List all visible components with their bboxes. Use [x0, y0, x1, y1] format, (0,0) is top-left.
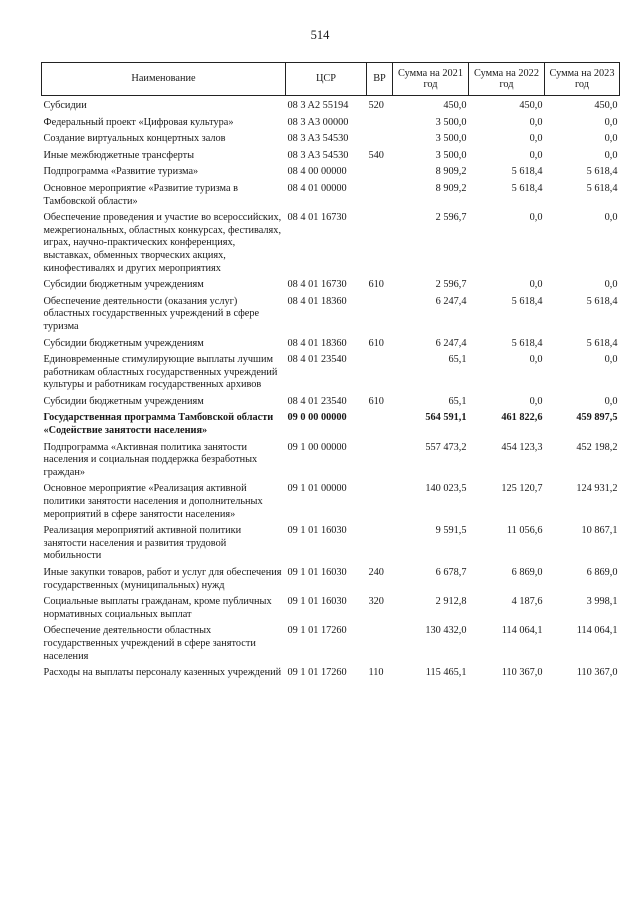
row-vr: 540	[368, 149, 384, 161]
row-csr: 09 1 01 16030	[287, 567, 347, 578]
row-name: Субсидии	[43, 100, 87, 111]
row-sum-2023: 5 618,4	[586, 337, 618, 349]
row-sum-2023: 3 998,1	[586, 596, 618, 608]
row-vr	[367, 116, 393, 133]
row-csr: 08 3 A3 54530	[287, 133, 349, 145]
row-csr: 08 4 01 18360	[287, 295, 347, 307]
row-vr	[367, 524, 393, 566]
row-sum-2022: 0,0	[529, 395, 543, 407]
header-sum-2023: Сумма на 2023 год	[545, 63, 620, 96]
row-sum-2021: 130 432,0	[425, 625, 467, 637]
row-vr: 610	[368, 279, 384, 291]
row-sum-2022: 5 618,4	[511, 182, 543, 194]
row-sum-2023: 0,0	[604, 149, 618, 161]
row-name: Федеральный проект «Цифровая культура»	[43, 116, 234, 128]
row-vr	[367, 182, 393, 211]
table-row	[42, 165, 620, 182]
row-sum-2021: 6 247,4	[435, 337, 467, 349]
row-sum-2023: 459 897,5	[576, 412, 618, 424]
row-name: Субсидии бюджетным учреждениям	[43, 395, 204, 407]
row-name: Подпрограмма «Развитие туризма»	[43, 166, 199, 178]
row-sum-2022: 4 187,6	[511, 596, 543, 608]
row-sum-2021: 564 591,1	[425, 412, 467, 424]
row-vr	[367, 624, 393, 666]
row-vr: 610	[368, 337, 384, 349]
table-row	[42, 278, 620, 295]
row-sum-2021: 3 500,0	[435, 116, 467, 128]
row-vr	[367, 165, 393, 182]
row-name: Социальные выплаты гражданам, кроме публичных нормативных социальных выплат	[43, 596, 272, 620]
row-name: Иные закупки товаров, работ и услуг для обеспечения государственных (муниципальных) нужд	[43, 567, 282, 591]
row-csr: 08 4 00 00000	[287, 166, 347, 178]
row-sum-2023: 5 618,4	[586, 182, 618, 194]
table-header-row	[42, 63, 620, 96]
row-name: Иные межбюджетные трансферты	[43, 149, 195, 161]
row-sum-2022: 5 618,4	[511, 166, 543, 178]
row-sum-2021: 65,1	[448, 354, 467, 366]
table-row	[42, 149, 620, 166]
row-sum-2023: 110 367,0	[576, 667, 618, 679]
row-vr	[367, 411, 393, 440]
row-vr	[367, 441, 393, 483]
row-vr	[367, 211, 393, 278]
table-row	[42, 441, 620, 483]
row-sum-2023: 10 867,1	[581, 525, 618, 537]
row-csr: 08 4 01 23540	[287, 395, 347, 407]
table-row	[42, 182, 620, 211]
row-name: Субсидии бюджетным учреждениям	[43, 337, 204, 349]
row-vr	[367, 482, 393, 524]
row-sum-2022: 0,0	[529, 116, 543, 128]
row-name: Обеспечение деятельности (оказания услуг) областных государственных учреждений в сфере туризма	[43, 295, 260, 332]
row-sum-2021: 2 596,7	[435, 212, 467, 224]
row-name: Реализация мероприятий активной политики занятости населения и развития трудовой мобильности	[43, 525, 242, 562]
row-sum-2022: 0,0	[529, 212, 543, 224]
row-sum-2022: 125 120,7	[501, 483, 543, 495]
header-sum-2022: Сумма на 2022 год	[469, 63, 545, 96]
row-name: Создание виртуальных концертных залов	[43, 133, 226, 145]
table-row	[42, 624, 620, 666]
table-row	[42, 337, 620, 354]
row-csr: 08 4 01 18360	[287, 337, 347, 349]
row-sum-2022: 5 618,4	[511, 337, 543, 349]
row-sum-2022: 454 123,3	[501, 441, 543, 453]
row-name: Основное мероприятие «Развитие туризма в Тамбовской области»	[43, 182, 238, 207]
row-csr: 08 3 A2 55194	[287, 100, 349, 111]
row-csr: 09 1 01 16030	[287, 596, 347, 608]
table-row	[42, 132, 620, 149]
row-csr: 09 1 01 16030	[287, 525, 347, 537]
row-csr: 09 1 01 00000	[287, 483, 347, 495]
row-sum-2021: 8 909,2	[435, 166, 467, 178]
row-sum-2022: 6 869,0	[511, 567, 543, 578]
row-csr: 08 3 A3 00000	[287, 116, 349, 128]
row-sum-2023: 6 869,0	[586, 567, 618, 578]
row-csr: 08 4 01 16730	[287, 279, 347, 291]
row-sum-2023: 0,0	[604, 116, 618, 128]
table-row	[42, 595, 620, 624]
row-sum-2023: 0,0	[604, 395, 618, 407]
row-csr: 09 0 00 00000	[287, 412, 347, 424]
row-csr: 08 4 01 23540	[287, 354, 347, 366]
row-name: Обеспечение проведения и участие во всероссийских, межрегиональных, областных конкурсах, фестивалях, играх, научно-практических конференциях, выставках, обменных творческих акциях, кинофестивалях и других мероприятиях	[43, 212, 282, 274]
row-vr: 320	[368, 596, 384, 608]
row-sum-2021: 557 473,2	[425, 441, 467, 453]
row-sum-2021: 450,0	[443, 100, 467, 111]
row-sum-2021: 3 500,0	[435, 149, 467, 161]
row-csr: 08 4 01 00000	[287, 182, 347, 194]
row-csr: 09 1 01 17260	[287, 625, 347, 637]
header-name: Наименование	[42, 63, 286, 96]
row-name: Субсидии бюджетным учреждениям	[43, 279, 204, 291]
row-csr: 08 3 A3 54530	[287, 149, 349, 161]
row-sum-2023: 0,0	[604, 279, 618, 291]
row-name: Расходы на выплаты персоналу казенных учреждений	[43, 667, 282, 679]
row-sum-2021: 115 465,1	[425, 667, 467, 679]
row-sum-2021: 2 596,7	[435, 279, 467, 291]
row-vr	[367, 132, 393, 149]
row-sum-2023: 114 064,1	[576, 625, 618, 637]
row-sum-2022: 461 822,6	[501, 412, 543, 424]
table-body	[42, 96, 620, 683]
row-sum-2023: 0,0	[604, 354, 618, 366]
row-sum-2022: 0,0	[529, 279, 543, 291]
row-sum-2022: 5 618,4	[511, 295, 543, 307]
row-vr: 240	[368, 567, 384, 578]
row-sum-2021: 3 500,0	[435, 133, 467, 145]
table-row	[42, 411, 620, 440]
row-vr: 110	[368, 667, 384, 679]
table-row	[42, 353, 620, 395]
row-vr: 520	[368, 100, 384, 111]
page-number: 514	[310, 28, 330, 42]
row-sum-2023: 0,0	[604, 133, 618, 145]
row-sum-2022: 0,0	[529, 133, 543, 145]
row-sum-2023: 0,0	[604, 212, 618, 224]
row-vr	[367, 295, 393, 337]
row-sum-2023: 450,0	[594, 100, 618, 111]
table-row	[42, 211, 620, 278]
row-sum-2023: 124 931,2	[576, 483, 618, 495]
row-sum-2022: 11 056,6	[506, 525, 543, 537]
row-name: Единовременные стимулирующие выплаты лучшим работникам областных государственных учреждений культуры и работникам государственных архивов	[43, 354, 278, 391]
row-sum-2022: 114 064,1	[501, 625, 543, 637]
table-row	[42, 566, 620, 595]
row-csr: 09 1 01 17260	[287, 667, 347, 679]
row-sum-2021: 9 591,5	[435, 525, 467, 537]
table-row	[42, 395, 620, 412]
row-csr: 09 1 00 00000	[287, 441, 347, 453]
row-sum-2022: 450,0	[519, 100, 543, 111]
row-vr	[367, 353, 393, 395]
row-sum-2021: 8 909,2	[435, 182, 467, 194]
row-sum-2023: 5 618,4	[586, 295, 618, 307]
table-row	[42, 524, 620, 566]
table-row	[42, 96, 620, 116]
row-name: Основное мероприятие «Реализация активной политики занятости населения и дополнительных мероприятий в сфере занятости населения»	[43, 483, 263, 520]
row-csr: 08 4 01 16730	[287, 212, 347, 224]
row-name: Государственная программа Тамбовской области «Содействие занятости населения»	[43, 412, 274, 437]
table-row	[42, 482, 620, 524]
row-sum-2021: 65,1	[448, 395, 467, 407]
row-sum-2021: 2 912,8	[435, 596, 467, 608]
header-sum-2021: Сумма на 2021 год	[393, 63, 469, 96]
row-sum-2021: 6 678,7	[435, 567, 467, 578]
row-sum-2023: 5 618,4	[586, 166, 618, 178]
table-row	[42, 666, 620, 683]
header-csr: ЦСР	[286, 63, 367, 96]
table-row	[42, 295, 620, 337]
row-sum-2023: 452 198,2	[576, 441, 618, 453]
row-name: Обеспечение деятельности областных государственных учреждений в сфере занятости населения	[43, 625, 256, 662]
row-sum-2022: 0,0	[529, 354, 543, 366]
row-sum-2021: 140 023,5	[425, 483, 467, 495]
row-sum-2022: 0,0	[529, 149, 543, 161]
row-sum-2021: 6 247,4	[435, 295, 467, 307]
header-vr: ВР	[367, 63, 393, 96]
row-sum-2022: 110 367,0	[501, 667, 543, 679]
table-row	[42, 116, 620, 133]
row-vr: 610	[368, 395, 384, 407]
budget-table	[41, 62, 620, 683]
row-name: Подпрограмма «Активная политика занятости населения и социальная поддержка безработных граждан»	[43, 441, 258, 478]
